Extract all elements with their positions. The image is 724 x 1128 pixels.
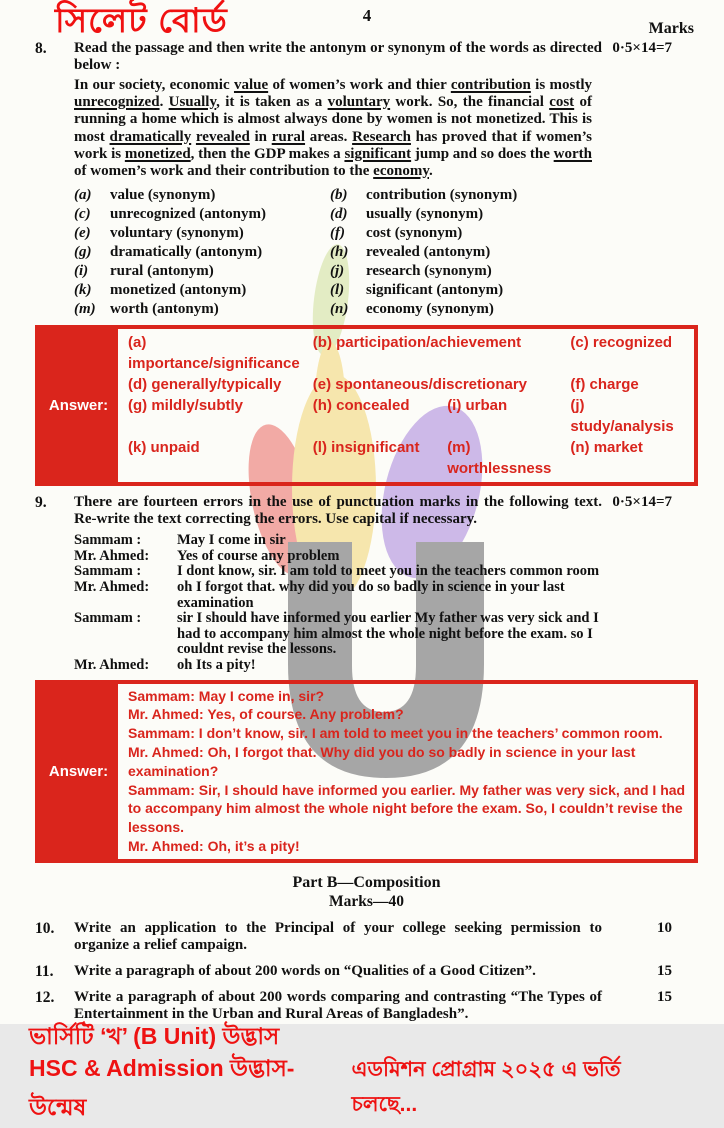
dialogue-row [74,658,614,674]
question-8-number: 8. [35,40,47,57]
answer-row [128,395,688,437]
option-letter: (l) [330,282,345,299]
question-10-text: Write an application to the Principal of your college seeking permission to organize a relief campaign. [74,919,602,953]
option-letter: (n) [330,301,349,318]
speaker-label: Sammam : [74,563,142,580]
answer-item: (c) recognized [570,334,673,352]
part-b-title: Part B—Composition [292,873,441,891]
answer-row [128,374,688,395]
question-8 [35,40,698,74]
option-letter: (b) [330,187,348,204]
marks-column-header: Marks [648,20,694,37]
dialogue-row [74,549,614,565]
question-11-text: Write a paragraph of about 200 words on “Qualities of a Good Citizen”. [74,962,536,979]
option-text: contribution (synonym) [366,187,518,204]
part-b-heading [35,873,698,911]
answer-box-q9-content [118,684,694,859]
dialogue-row [74,564,614,580]
option-d [330,205,618,224]
answer-line: Sammam: Sir, I should have informed you earlier. My father was very sick, and I had to accompany him almost the whole night before the exam. So, I couldn’t revise the lessons. [128,781,686,836]
answer-box-q8-content [118,329,694,482]
footer-brand-name: HSC & Admission উদ্ভাস-উন্মেষ [29,1054,295,1120]
option-letter: (j) [330,263,345,280]
part-b-marks: Marks—40 [329,892,404,910]
answer-item: (g) mildly/subtly [128,397,244,415]
option-n [330,300,618,319]
option-m [74,300,330,319]
dialogue-text: oh Its a pity! [177,656,256,673]
answer-line: Mr. Ahmed: Yes, of course. Any problem? [128,706,404,723]
option-text: unrecognized (antonym) [110,206,266,223]
answer-row [128,437,688,479]
question-10-marks: 10 [657,919,672,936]
footer-brand [29,1022,698,1128]
question-12-marks: 15 [657,988,672,1005]
answer-item: (b) participation/achievement [312,334,522,352]
dialogue-row [74,611,614,658]
option-letter: (g) [74,244,92,261]
option-letter: (h) [330,244,349,261]
answer-box-q8 [35,325,698,486]
question-10-number: 10. [35,919,55,937]
question-11 [35,963,698,980]
question-8-instruction: Read the passage and then write the antonym or synonym of the words as directed below : [74,40,602,73]
question-9-marks: 0·5×14=7 [612,494,672,511]
dialogue-text: oh I forgot that. why did you do so badly in science in your last examination [177,579,565,611]
question-12-number: 12. [35,988,55,1006]
option-letter: (c) [74,206,91,223]
question-11-marks: 15 [657,962,672,979]
option-c [74,205,330,224]
speaker-label: Mr. Ahmed: [74,656,150,673]
option-text: worth (antonym) [110,301,219,318]
dialogue-row [74,580,614,611]
question-11-number: 11. [35,962,54,980]
page-header [35,2,698,40]
speaker-label: Mr. Ahmed: [74,579,150,595]
option-text: economy (synonym) [366,301,494,318]
option-letter: (a) [74,187,92,204]
question-8-options [74,186,618,319]
option-f [330,224,618,243]
question-8-passage: In our society, economic value of women’s work and thier contribution is mostly unrecognized. Usually, it is taken as a voluntary work. So, the financial cost of running a home which is almost always done by women is not monetized. This is most dramatically revealed in rural areas. Research has proved that if women’s work is monetized, then the GDP makes a significant jump and so does the worth of women’s work and their contribution to the economy. [74,77,593,180]
answer-line: Sammam: May I come in, sir? [128,687,325,704]
question-10 [35,920,698,954]
option-text: dramatically (antonym) [110,244,263,261]
question-9 [35,494,698,528]
answer-line: Sammam: I don’t know, sir. I am told to meet you in the teachers’ common room. [128,725,663,742]
question-8-marks: 0·5×14=7 [612,40,672,56]
answer-item: (j) study/analysis [570,397,674,436]
answer-item: (m) worthlessness [447,439,552,478]
answer-row [128,332,688,374]
option-h [330,243,618,262]
answer-line: Mr. Ahmed: Oh, I forgot that. Why did you do so badly in science in your last examination? [128,743,636,779]
board-title: সিলেট বোর্ড [55,2,228,40]
footer-brand-line2 [15,1050,698,1128]
answer-item: (h) concealed [312,397,410,415]
option-letter: (e) [74,225,91,242]
answer-item: (a) importance/significance [128,334,300,373]
option-e [74,224,330,243]
option-g [74,243,330,262]
option-text: revealed (antonym) [366,244,491,261]
dialogue-text: sir I should have informed you earlier My father was very sick and I had to accompany him almost the whole night before the exam. so I couldnt revise the lessons. [177,610,599,658]
speaker-label: Mr. Ahmed: [74,547,150,564]
option-text: significant (antonym) [366,282,504,299]
answer-item: (k) unpaid [128,439,200,457]
option-text: voluntary (synonym) [110,225,244,242]
question-9-instruction: There are fourteen errors in the use of punctuation marks in the following text. Re-write the text correcting the errors. Use capital if necessary. [74,494,602,528]
answer-line: Mr. Ahmed: Oh, it’s a pity! [128,837,300,854]
option-letter: (k) [74,282,92,299]
option-letter: (m) [74,301,96,318]
dialogue-text: I dont know, sir. I am told to meet you in the teachers common room [177,563,600,580]
option-text: usually (synonym) [366,206,484,223]
answer-item: (d) generally/typically [128,376,282,394]
question-12-text: Write a paragraph of about 200 words comparing and contrasting “The Types of Entertainment in the Urban and Rural Areas of Bangladesh”. [74,988,602,1022]
option-a [74,186,330,205]
question-9-number: 9. [35,494,47,512]
speaker-label: Sammam : [74,532,142,549]
option-i [74,262,330,281]
answer-label: Answer: [39,684,118,859]
footer-admission-promo: এডমিশন প্রোগ্রাম ২০২৫ এ ভর্তি চলছে... [351,1057,621,1116]
answer-label: Answer: [39,329,118,482]
answer-item: (f) charge [570,376,639,394]
dialogue-text: Yes of course any problem [177,547,340,564]
option-j [330,262,618,281]
question-9-dialogue [74,533,614,673]
option-k [74,281,330,300]
dialogue-text: May I come in sir [177,532,286,549]
answer-item: (e) spontaneous/discretionary [312,376,528,394]
page-number: 4 [362,6,372,25]
option-text: monetized (antonym) [110,282,247,299]
option-text: value (synonym) [110,187,216,204]
option-letter: (d) [330,206,348,223]
option-letter: (f) [330,225,345,242]
answer-box-q9 [35,680,698,863]
option-text: research (synonym) [366,263,492,280]
option-text: rural (antonym) [110,263,214,280]
option-b [330,186,618,205]
footer-brand-line1: ভার্সিটি ‘খ’ (B Unit) উদ্ভাস [29,1022,280,1049]
dialogue-row [74,533,614,549]
question-12 [35,989,698,1023]
answer-item: (i) urban [447,397,508,415]
answer-item: (n) market [570,439,643,457]
answer-item: (l) insignificant [312,439,420,457]
option-letter: (i) [74,263,89,280]
option-text: cost (synonym) [366,225,463,242]
speaker-label: Sammam : [74,610,142,627]
option-l [330,281,618,300]
